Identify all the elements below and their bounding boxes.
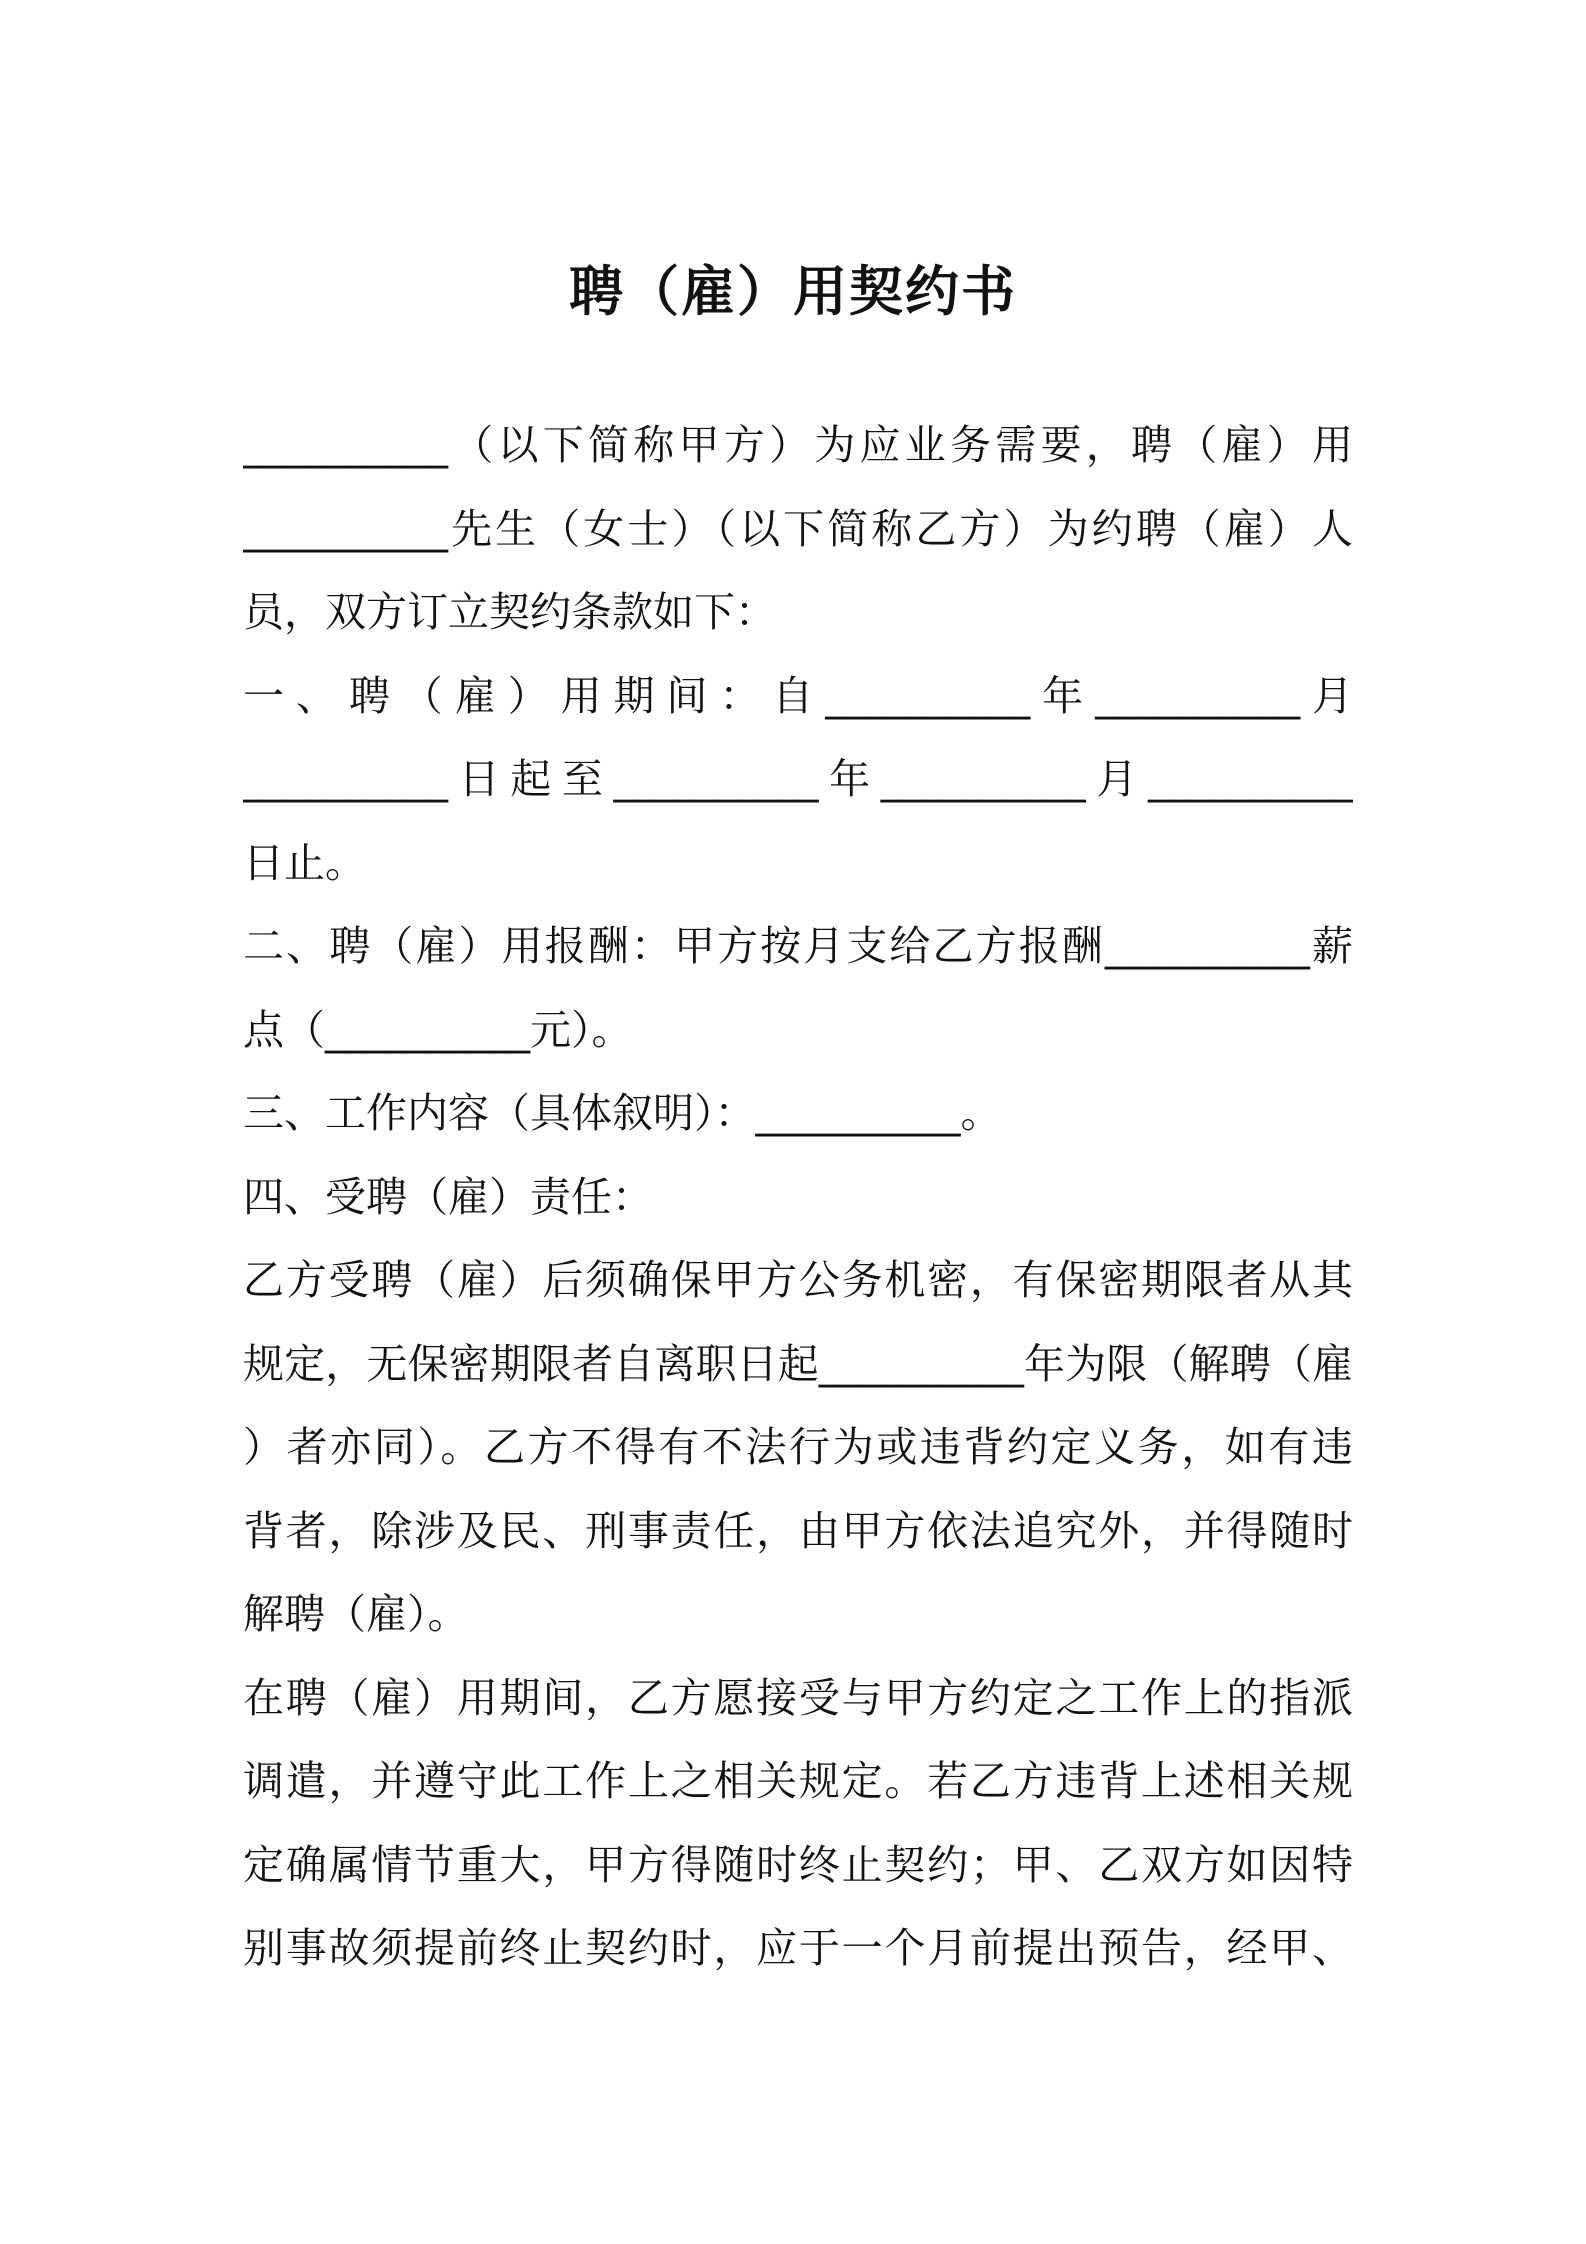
clause-heading-work: 三、工作内容（具体叙明）：__________。 — [243, 1089, 1002, 1137]
text-line: 员，双方订立契约条款如下： — [243, 588, 776, 636]
text-line: __________日起至__________年__________月__________ — [243, 755, 1353, 803]
text-line: 别事故须提前终止契约时，应于一个月前提出预告，经甲、 — [243, 1924, 1353, 1972]
text-line: 日止。 — [243, 838, 366, 887]
clause-heading-period: 一、聘（雇）用期间：自__________年__________月 — [243, 671, 1353, 720]
text-line: 点（__________元）。 — [243, 1005, 633, 1054]
text-line: 解聘（雇）。 — [243, 1590, 469, 1638]
document-title: 聘（雇）用契约书 — [569, 260, 1017, 323]
text-line: __________（以下简称甲方）为应业务需要，聘（雇）用 — [243, 421, 1353, 469]
text-line: 调遣，并遵守此工作上之相关规定。若乙方违背上述相关规 — [243, 1757, 1353, 1805]
text-line: 规定，无保密期限者自离职日起__________年为限（解聘（雇 — [243, 1339, 1353, 1388]
text-line: __________先生（女士）（以下简称乙方）为约聘（雇）人 — [243, 504, 1353, 553]
text-line: 在聘（雇）用期间，乙方愿接受与甲方约定之工作上的指派 — [243, 1673, 1353, 1722]
text-line: 背者，除涉及民、刑事责任，由甲方依法追究外，并得随时 — [243, 1506, 1353, 1555]
text-line: ）者亦同）。乙方不得有不法行为或违背约定义务，如有违 — [243, 1423, 1353, 1471]
text-line: 定确属情节重大，甲方得随时终止契约；甲、乙双方如因特 — [243, 1840, 1353, 1889]
clause-heading-pay: 二、聘（雇）用报酬：甲方按月支给乙方报酬__________薪 — [243, 922, 1353, 970]
text-line: 乙方受聘（雇）后须确保甲方公务机密，有保密期限者从其 — [243, 1256, 1353, 1304]
clause-heading-duty: 四、受聘（雇）责任： — [243, 1172, 653, 1221]
document-body — [243, 404, 1353, 1991]
